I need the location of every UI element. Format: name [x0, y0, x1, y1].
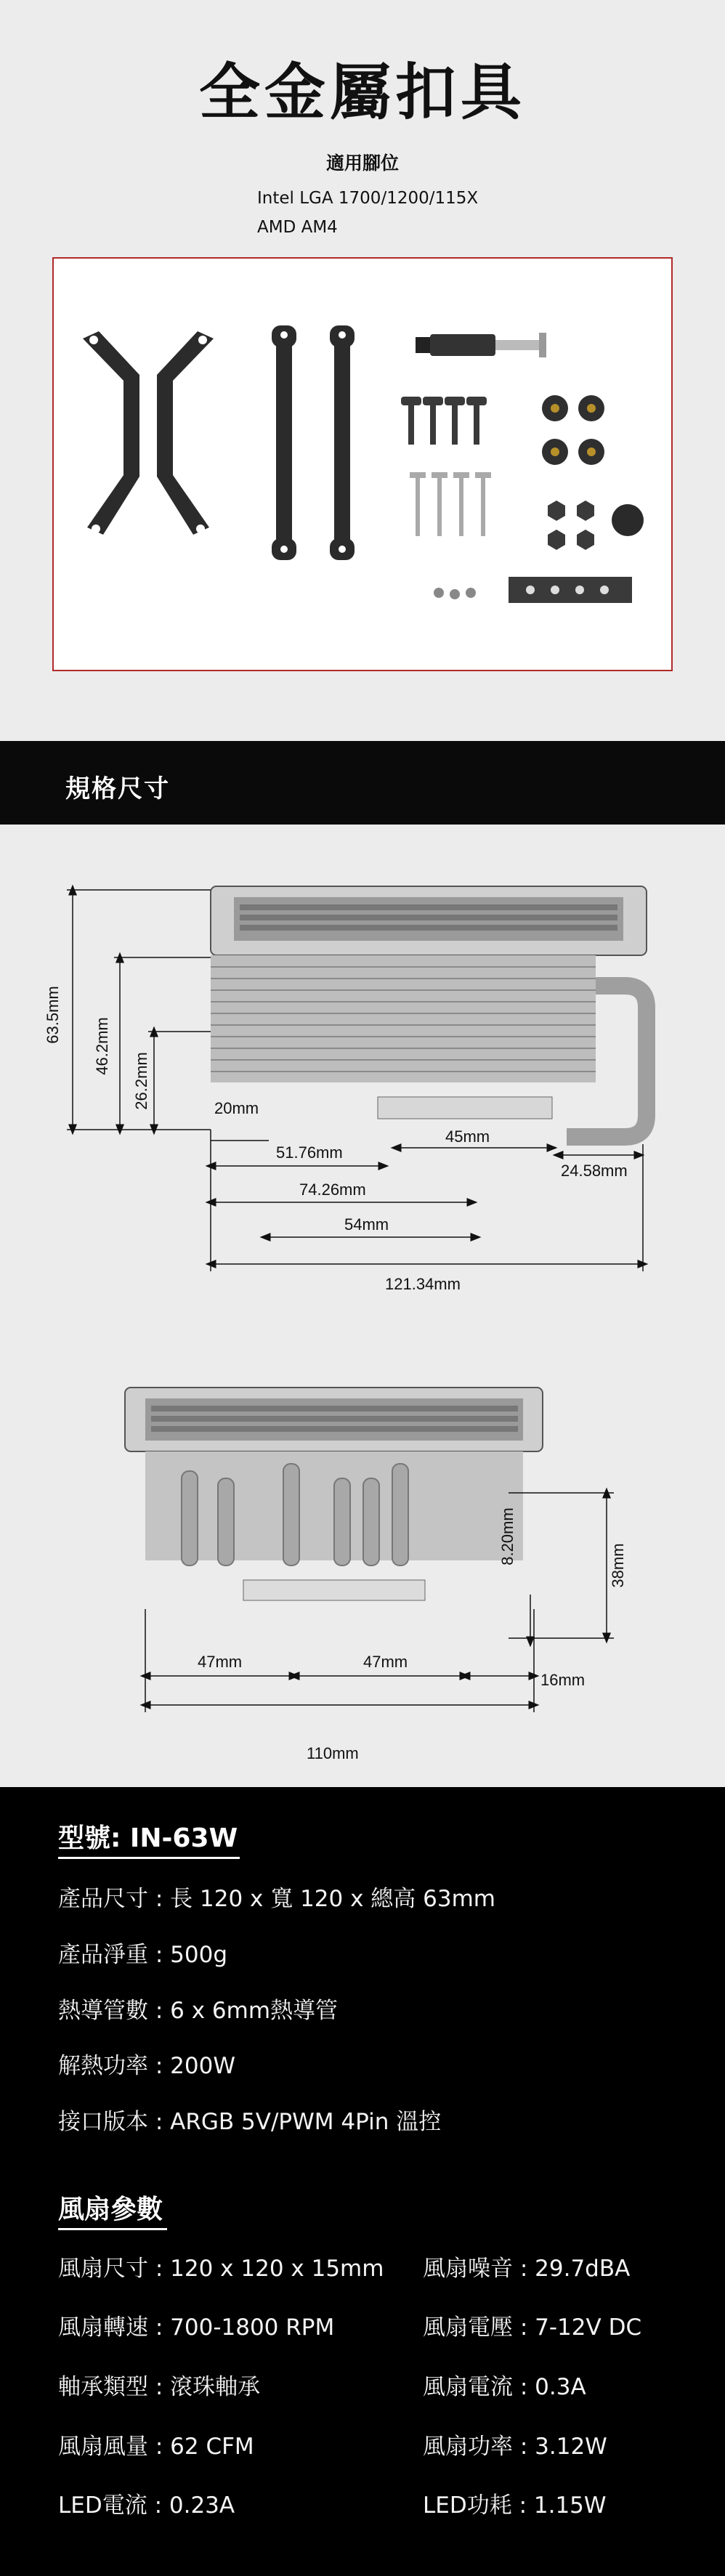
spacer-strip: [509, 577, 632, 603]
thumb-screws: [401, 397, 487, 445]
backplate-nut: [612, 504, 644, 536]
standoff-nuts: [542, 395, 604, 465]
spec-row-weight: 產品淨重 : 500g: [58, 1942, 227, 1968]
dim-26-2: 26.2mm: [132, 1052, 150, 1110]
mounting-kit-section: [0, 0, 725, 741]
dim-8-2: 8.20mm: [498, 1507, 517, 1566]
dim-46-2: 46.2mm: [93, 1017, 111, 1075]
fan-noise: 風扇噪音 : 29.7dBA: [423, 2256, 631, 2282]
specifications-section: [0, 1787, 725, 2576]
bent-bracket-right: [157, 331, 214, 535]
fan-heading-underline: [58, 2228, 167, 2230]
fan-bearing: 軸承類型 : 滾珠軸承: [58, 2374, 261, 2400]
fan-current: 風扇電流 : 0.3A: [423, 2374, 586, 2400]
fan-voltage: 風扇電壓 : 7-12V DC: [423, 2314, 642, 2341]
dim-47-a: 47mm: [198, 1653, 243, 1671]
led-current: LED電流 : 0.23A: [58, 2492, 235, 2519]
dim-47-b: 47mm: [363, 1653, 408, 1671]
fan-power: 風扇功率 : 3.12W: [423, 2434, 607, 2460]
dim-20: 20mm: [214, 1099, 259, 1117]
hex-nuts: [548, 501, 594, 550]
long-screws: [410, 472, 491, 536]
model-heading: [58, 1818, 238, 1855]
socket-intel: Intel LGA 1700/1200/115X: [257, 189, 479, 208]
dim-63-5: 63.5mm: [44, 986, 62, 1044]
spec-row-tdp: 解熱功率 : 200W: [58, 2053, 235, 2079]
dimension-drawings: [0, 825, 725, 1787]
dim-74-26: 74.26mm: [299, 1180, 366, 1199]
spec-row-heatpipes: 熱導管數 : 6 x 6mm熱導管: [58, 1998, 339, 2024]
dim-16: 16mm: [540, 1671, 586, 1689]
fan-heading: [58, 2189, 163, 2226]
fan-airflow: 風扇風量 : 62 CFM: [58, 2434, 254, 2460]
thermal-paste-syringe: [416, 333, 546, 357]
dim-110: 110mm: [307, 1744, 359, 1762]
bent-bracket-left: [83, 331, 139, 535]
dim-24-58: 24.58mm: [561, 1162, 628, 1180]
dim-54: 54mm: [344, 1215, 389, 1234]
fan-size: 風扇尺寸 : 120 x 120 x 15mm: [58, 2256, 384, 2282]
spec-section-title: 規格尺寸: [65, 774, 170, 803]
kit-title: 全金屬扣具: [198, 57, 526, 128]
dim-38: 38mm: [609, 1543, 627, 1588]
led-power: LED功耗 : 1.15W: [423, 2492, 607, 2519]
spec-row-interface: 接口版本 : ARGB 5V/PWM 4Pin 溫控: [58, 2109, 442, 2135]
mounting-kit-photo: [52, 257, 673, 671]
side-view-cooler: [211, 886, 647, 1137]
kit-subtitle: 適用腳位: [325, 153, 399, 174]
model-heading-text: 型號: IN-63W: [58, 1823, 238, 1853]
model-heading-underline: [58, 1857, 240, 1859]
dim-121-34: 121.34mm: [385, 1275, 461, 1293]
straight-bar-left: [272, 325, 296, 560]
fan-speed: 風扇轉速 : 700-1800 RPM: [58, 2314, 335, 2341]
socket-amd: AMD AM4: [257, 218, 338, 237]
small-screws: [434, 588, 476, 599]
spec-row-size: 產品尺寸 : 長 120 x 寬 120 x 總高 63mm: [58, 1886, 496, 1912]
front-view-cooler: [125, 1388, 543, 1600]
dim-51-76: 51.76mm: [276, 1143, 343, 1162]
straight-bar-right: [330, 325, 355, 560]
spec-section-header: [0, 741, 725, 825]
fan-heading-text: 風扇參數: [58, 2195, 163, 2224]
dim-45: 45mm: [445, 1127, 490, 1146]
